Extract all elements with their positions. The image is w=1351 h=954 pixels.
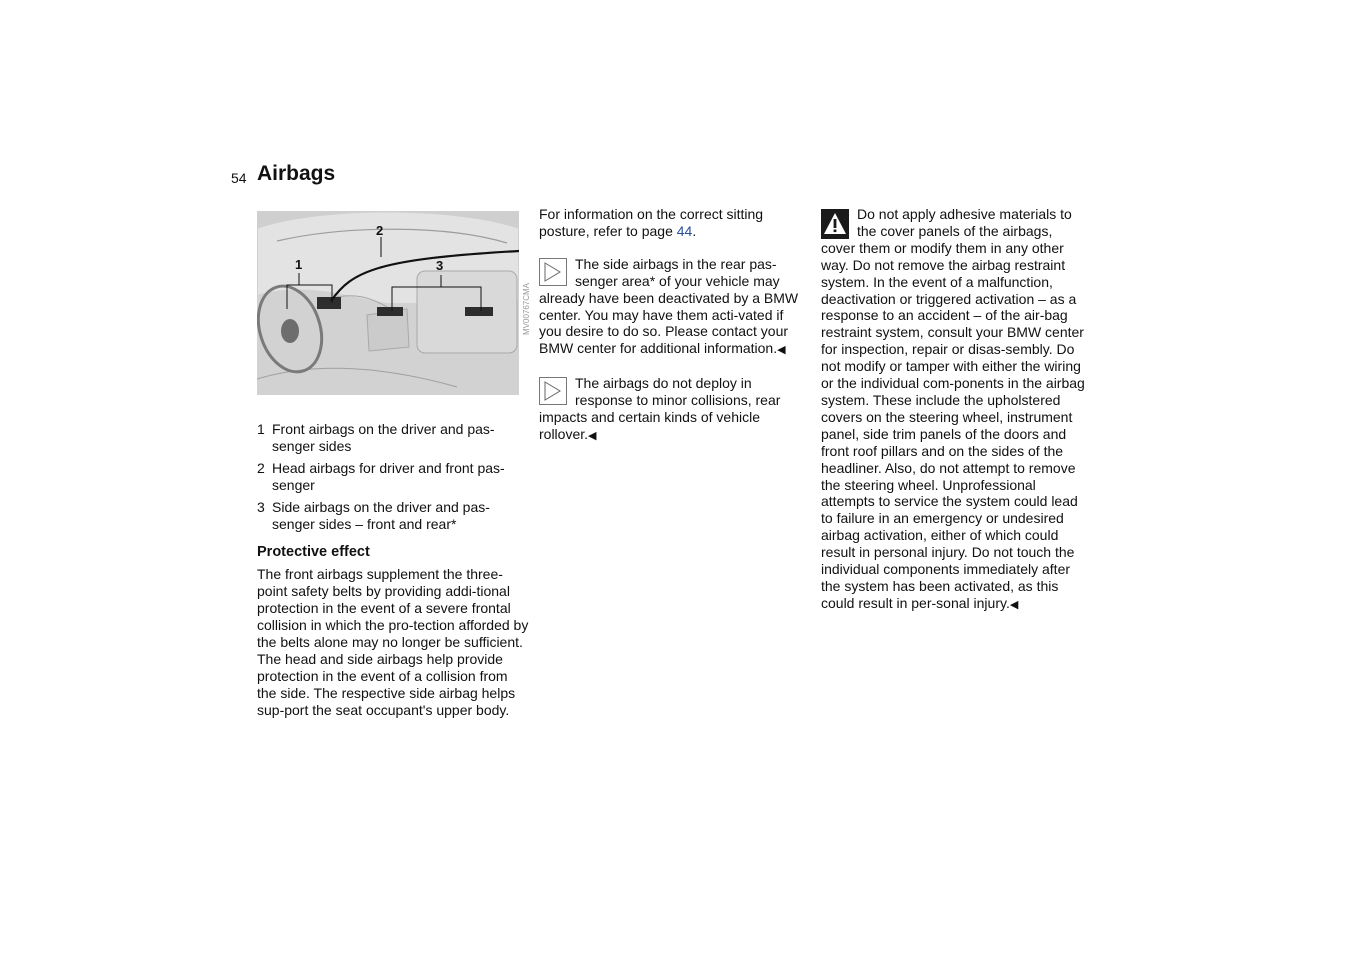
figure-legend	[257, 421, 529, 532]
legend-text: Head airbags for driver and front pas-senger	[272, 459, 505, 493]
warning-text: Do not apply adhesive materials to the cover panels of the airbags, cover them or modify them in any other way. Do not remove the airbag restraint system. In the event of a malfunction, deactivation or triggered activation – as a response to an accident – of the air-bag restraint system, consult your BMW center for inspection, repair or disas-sembly. Do not modify or tamper with either the wiring or the individual com-ponents in the airbag system. These include the upholstered covers on the steering wheel, instrument panel, side trim panels of the doors and front roof pillars and on the sides of the headliner. Also, do not attempt to remove the steering wheel. Unprofessional attempts to service the system could lead to failure in an emergency or undesired airbag activation, either of which could result in personal injury. Do not touch the individual components immediately after the system has been activated, as this could result in per-sonal injury.	[821, 206, 1085, 611]
figure-code: MV00767CMA	[522, 282, 531, 335]
page-number: 54	[231, 170, 247, 186]
callout-1: 1	[295, 257, 303, 272]
legend-text: Front airbags on the driver and pas-senger sides	[272, 421, 495, 454]
note-triangle-icon	[539, 258, 567, 286]
legend-number: 2	[257, 459, 265, 476]
warning-block	[821, 206, 1089, 614]
column-2	[539, 206, 807, 445]
end-mark: ◀	[588, 429, 597, 442]
end-mark: ◀	[1009, 598, 1019, 611]
end-mark: ◀	[777, 344, 786, 357]
page-title: Airbags	[257, 162, 336, 185]
section-heading: Protective effect	[257, 544, 370, 561]
note-airbag-deployment	[539, 375, 807, 445]
column-1	[257, 211, 529, 719]
posture-text: For information on the correct sitting posture, refer to page	[539, 206, 764, 239]
callout-3: 3	[436, 258, 444, 273]
legend-text: Side airbags on the driver and pas-senger sides – front and rear*	[272, 498, 490, 532]
section-body: The front airbags supplement the three-point safety belts by providing addi-tional protection in the event of a severe frontal collision in which the pro-tection afforded by the belts alone may no longer be sufficient. The head and side airbags help provide protection in the event of a collision from the side. The respective side airbag helps sup-port the seat occupant's upper body.	[257, 566, 529, 718]
warning-icon	[821, 209, 849, 239]
airbag-illustration	[257, 211, 531, 395]
note-text: The airbags do not deploy in response to minor collisions, rear impacts and certain kinds of vehicle rollover.	[539, 375, 781, 442]
callout-2: 2	[376, 223, 384, 238]
legend-item	[257, 421, 529, 455]
car-interior-drawing	[257, 211, 519, 395]
legend-number: 1	[257, 421, 265, 437]
posture-period: .	[692, 222, 697, 239]
posture-reference	[539, 206, 807, 240]
legend-item	[257, 460, 529, 494]
legend-number: 3	[257, 498, 265, 515]
note-text: The side airbags in the rear pas-senger area* of your vehicle may already have been deactivated by a BMW center. You may have them acti-vated if you desire to do so. Please contact your BMW center for additional information.	[539, 255, 799, 357]
note-rear-side-airbags	[539, 256, 807, 359]
column-3	[821, 206, 1089, 614]
note-triangle-icon	[539, 377, 567, 405]
legend-item	[257, 499, 529, 533]
page-link[interactable]: 44	[676, 222, 693, 239]
